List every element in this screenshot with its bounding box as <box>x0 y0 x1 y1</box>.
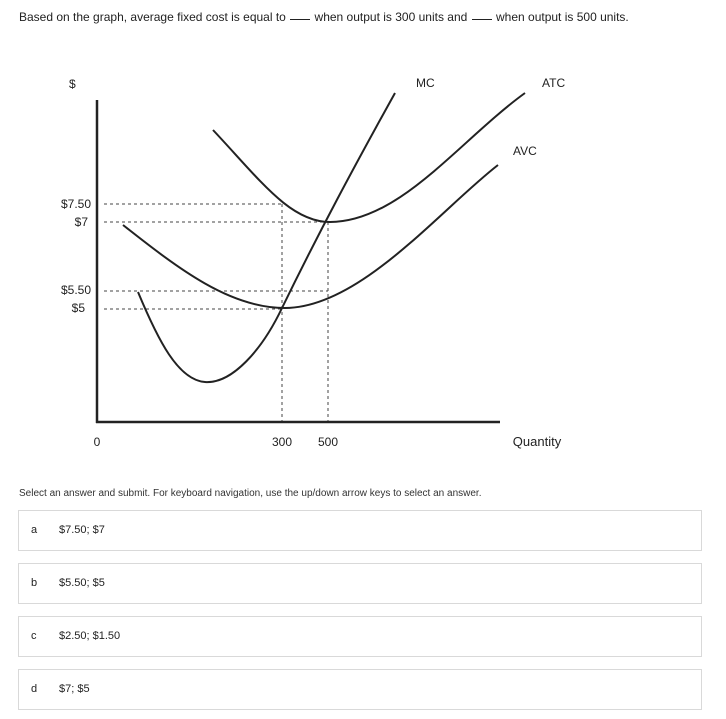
option-letter: c <box>31 630 37 642</box>
y-tick-7-50: $7.50 <box>60 197 91 211</box>
option-text: $2.50; $1.50 <box>59 630 121 642</box>
option-letter: b <box>31 577 38 589</box>
instruction-text: Select an answer and submit. For keyboard navigation, use the up/down arrow keys to select an answer. <box>19 488 482 499</box>
mc-label: MC <box>416 76 435 90</box>
answer-option-a[interactable] <box>18 510 702 551</box>
mc-curve <box>138 93 395 382</box>
atc-curve <box>213 93 525 222</box>
option-letter: a <box>31 524 38 536</box>
answer-option-c[interactable] <box>18 616 702 657</box>
question-part-3: when output is 500 units. <box>496 10 629 24</box>
x-tick-0: 0 <box>93 435 101 449</box>
y-axis-label: $ <box>69 77 76 91</box>
atc-label: ATC <box>542 76 566 90</box>
answer-option-b[interactable] <box>18 563 702 604</box>
question-part-1: Based on the graph, average fixed cost is equal to <box>19 10 286 24</box>
y-tick-7: $7 <box>74 215 88 229</box>
x-tick-300: 300 <box>271 435 293 449</box>
x-tick-500: 500 <box>317 435 339 449</box>
question-part-2: when output is 300 units and <box>314 10 468 24</box>
answer-option-d[interactable] <box>18 669 702 710</box>
x-axis-label: Quantity <box>512 434 562 449</box>
option-text: $7; $5 <box>59 683 90 695</box>
option-text: $5.50; $5 <box>59 577 105 589</box>
y-tick-5: $5 <box>71 301 85 315</box>
option-letter: d <box>31 683 38 695</box>
option-text: $7.50; $7 <box>59 524 105 536</box>
avc-label: AVC <box>513 144 537 158</box>
avc-curve <box>123 165 498 308</box>
y-tick-5-50: $5.50 <box>60 283 91 297</box>
